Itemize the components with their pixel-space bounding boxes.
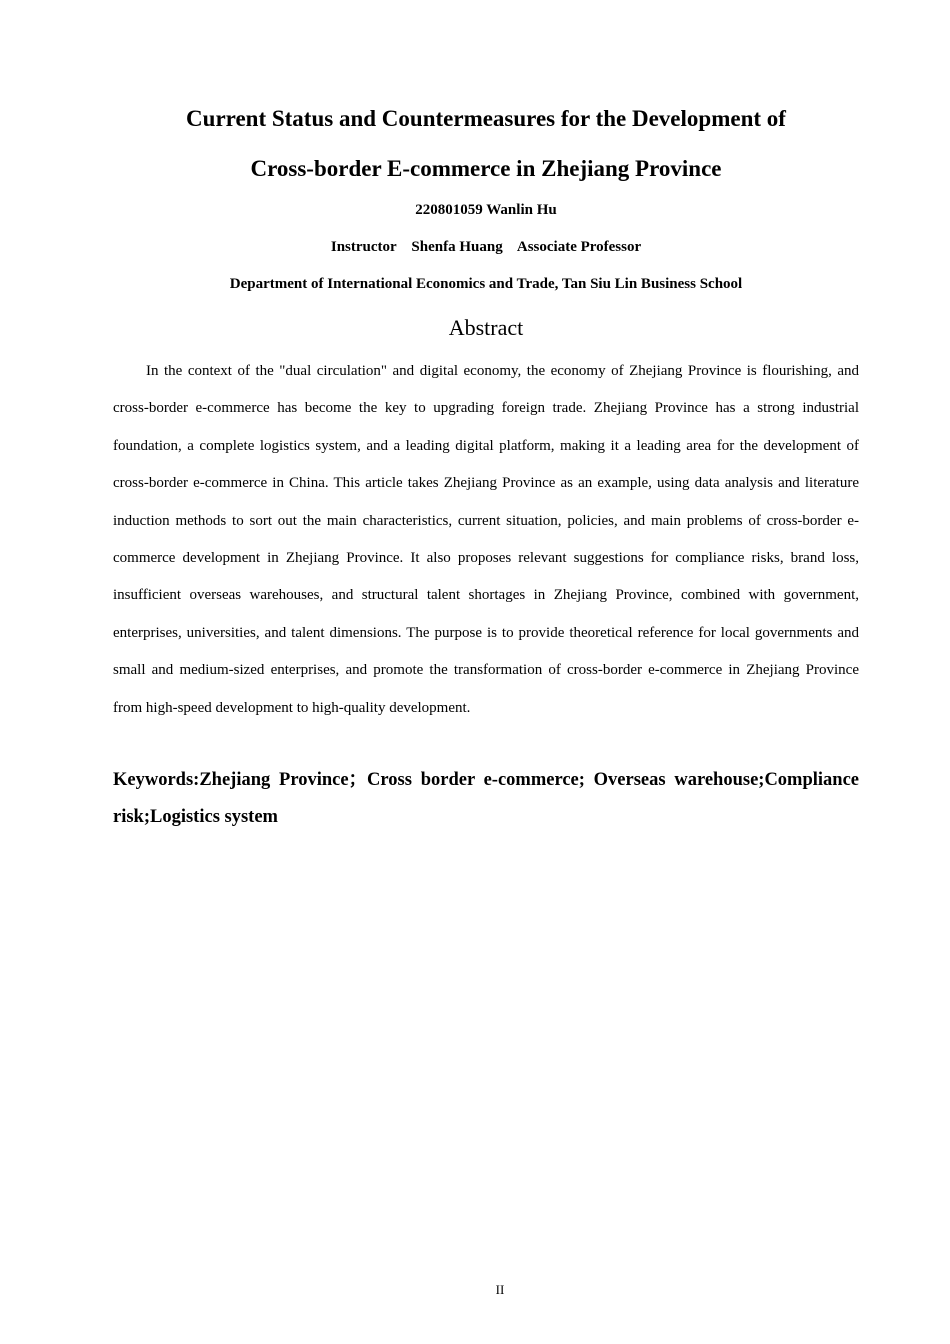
author-line: 220801059 Wanlin Hu [415,202,557,218]
instructor-line: Instructor Shenfa Huang Associate Professor [330,239,642,255]
keywords-line: Keywords:Zhejiang Province；Cross border e-commerce; Overseas warehouse;Compliance risk;Logistics system [113,770,859,828]
page-number: II [495,1282,505,1297]
paper-title [113,94,859,194]
abstract-body: In the context of the "dual circulation" and digital economy, the economy of Zhejiang Province is flourishing, and cross-border e-commerce has become the key to upgrading foreign trade. Zhejiang Province has a strong industrial foundation, a complete logistics system, and a leading digital platform, making it a leading area for the development of cross-border e-commerce in China. This article takes Zhejiang Province as an example, using data analysis and literature induction methods to sort out the main characteristics, current situation, policies, and main problems of cross-border e-commerce development in Zhejiang Province. It also proposes relevant suggestions for compliance risks, brand loss, insufficient overseas warehouses, and structural talent shortages in Zhejiang Province, combined with government, enterprises, universities, and talent dimensions. The purpose is to provide theoretical reference for local governments and small and medium-sized enterprises, and promote the transformation of cross-border e-commerce in Zhejiang Province from high-speed development to high-quality development. [113,363,859,716]
paper-title-line-2: Cross-border E-commerce in Zhejiang Province [250,156,722,181]
paper-title-line-1: Current Status and Countermeasures for the Development of [186,106,786,131]
department-line: Department of International Economics and Trade, Tan Siu Lin Business School [229,276,743,292]
abstract-heading: Abstract [448,315,524,340]
